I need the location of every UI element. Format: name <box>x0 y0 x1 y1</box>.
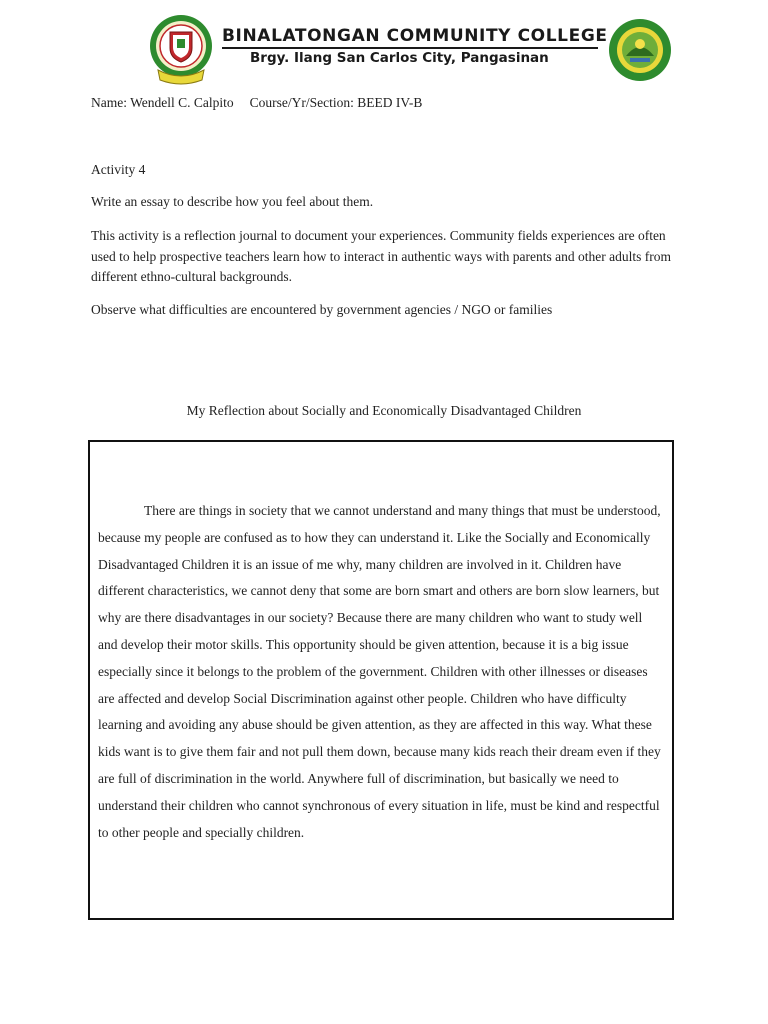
student-info <box>91 93 422 113</box>
header-divider <box>222 47 598 49</box>
activity-observe: Observe what difficulties are encountered by government agencies / NGO or families <box>91 302 553 317</box>
essay-text: There are things in society that we cannot understand and many things that must be understood, because my people are confused as to how they can understand it. Like the Socially and Economically Disadvantaged Children it is an issue of me why, many children are involved in it. Children have different characteristics, we cannot deny that some are born smart and others are born slow learners, but why are there disadvantages in our society? Because there are many children who want to study well and develop their motor skills. This opportunity should be given attention, because it is a big issue especially since it belongs to the problem of the government. Children with other illnesses or diseases are affected and develop Social Discrimination against other people. Children who have difficulty learning and avoiding any abuse should be given attention, as they are affected in this way. What these kids want is to give them fair and not pull them down, because many kids reach their dream even if they are full of discrimination in the world. Anywhere full of discrimination, but basically we need to understand their children who cannot synchronous of every situation in life, must be kind and respectful to other people and specially children. <box>98 503 661 840</box>
activity-description: This activity is a reflection journal to document your experiences. Community fields experiences are often used to help prospective teachers learn how to interact in authentic ways with parents and other adults from different ethno-cultural backgrounds. <box>91 228 671 284</box>
college-seal-logo <box>148 14 214 86</box>
essay-box <box>88 440 674 920</box>
document-header <box>0 0 768 90</box>
college-name: BINALATONGAN COMMUNITY COLLEGE <box>222 26 608 46</box>
city-seal-logo <box>608 18 672 82</box>
activity-instruction: Write an essay to describe how you feel about them. <box>91 194 374 209</box>
college-address: Brgy. Ilang San Carlos City, Pangasinan <box>250 50 549 66</box>
activity-title: Activity 4 <box>91 162 146 177</box>
student-course: Course/Yr/Section: BEED IV-B <box>249 95 423 110</box>
reflection-title: My Reflection about Socially and Economically Disadvantaged Children <box>186 403 582 418</box>
student-name: Name: Wendell C. Calpito <box>91 95 234 110</box>
